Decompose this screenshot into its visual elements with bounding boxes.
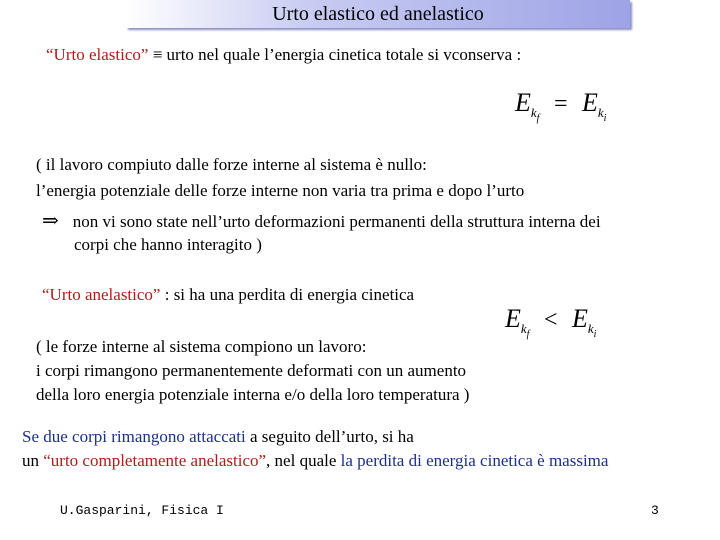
implies-arrow-icon: ⇒	[42, 210, 59, 232]
formula-elastic-rhs-subsub: i	[603, 113, 607, 124]
formula-anelastic-rhs-sub: k	[587, 321, 594, 336]
elastic-note-line3	[42, 210, 601, 233]
final-max-loss-phrase: la perdita di energia cinetica è massima	[340, 451, 609, 470]
anelastic-definition	[42, 284, 414, 306]
final-connector: , nel quale	[266, 451, 341, 470]
formula-elastic	[515, 88, 606, 134]
formula-anelastic-rhs: E	[572, 304, 588, 333]
formula-anelastic-operator: <	[543, 307, 558, 333]
final-line2	[22, 450, 608, 472]
formula-elastic-lhs-sub: k	[530, 105, 537, 120]
formula-anelastic-lhs-subsub: f	[526, 329, 530, 340]
page-number: 3	[651, 503, 659, 518]
anelastic-definition-text: : si ha una perdita di energia cinetica	[160, 285, 415, 304]
formula-elastic-rhs-sub: k	[597, 105, 604, 120]
formula-anelastic-rhs-subsub: i	[593, 329, 597, 340]
anelastic-note-line1: ( le forze interne al sistema compiono un lavoro:	[36, 337, 367, 356]
anelastic-note-line3: della loro energia potenziale interna e/o della loro temperatura )	[36, 385, 470, 404]
formula-anelastic-lhs: E	[505, 304, 521, 333]
anelastic-term: “Urto anelastico”	[42, 285, 161, 304]
final-un: un	[22, 451, 44, 470]
elastic-note-line1: ( il lavoro compiuto dalle forze interne al sistema è nullo:	[36, 155, 427, 174]
formula-elastic-rhs: E	[582, 88, 598, 117]
elastic-definition	[46, 44, 521, 66]
anelastic-note-line2: i corpi rimangono permanentemente deformati con un aumento	[36, 361, 467, 380]
final-line1	[22, 426, 414, 448]
elastic-note-line2: l’energia potenziale delle forze interne non varia tra prima e dopo l’urto	[36, 181, 525, 200]
elastic-note-line4: corpi che hanno interagito )	[74, 235, 262, 254]
final-completely-inelastic-term: “urto completamente anelastico”	[43, 451, 267, 470]
formula-anelastic	[505, 304, 596, 350]
final-attached-phrase: Se due corpi rimangono attaccati	[22, 427, 246, 446]
final-line1-rest: a seguito dell’urto, si ha	[245, 427, 414, 446]
footer-author: U.Gasparini, Fisica I	[60, 503, 224, 518]
formula-elastic-lhs-subsub: f	[536, 113, 540, 124]
elastic-definition-text: urto nel quale l’energia cinetica totale si vconserva :	[162, 45, 522, 64]
equiv-symbol: ≡	[152, 45, 163, 64]
elastic-term: “Urto elastico”	[46, 45, 149, 64]
formula-elastic-operator: =	[553, 91, 568, 117]
slide-title: Urto elastico ed anelastico	[126, 0, 630, 28]
elastic-note-line3-text: non vi sono state nell’urto deformazioni permanenti della struttura interna dei	[72, 212, 601, 231]
formula-elastic-lhs: E	[515, 88, 531, 117]
formula-anelastic-lhs-sub: k	[520, 321, 527, 336]
